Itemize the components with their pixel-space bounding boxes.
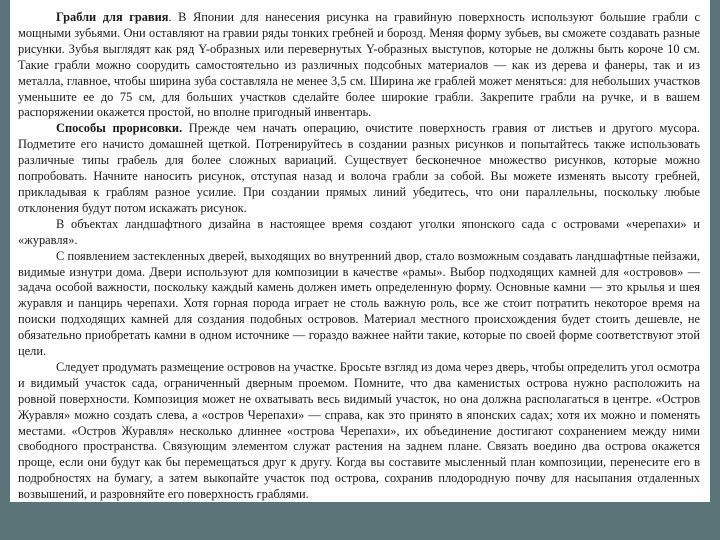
- paragraph-rakes-text: . В Японии для нанесения рисунка на гравийную поверхность используют большие грабли с мощными зубьями. Они оставляют на гравии ряды тонких гребней и борозд. Меняя форму зубьев, вы сможете создавать разные рисунки. Зубья выглядят как ряд Y-образных или перевернутых Y-образных выступов, которые не должны быть короче 10 см. Такие грабли можно соорудить самостоятельно из различных подсобных материалов — как из дерева и фанеры, так и из металла, главное, чтобы ширина зуба составляла не менее 3,5 см. Ширина же граблей может меняться: для небольших участков уменьшите ее до 75 см, для больших участков сделайте более широкие грабли. Закрепите грабли на ручке, и в вашем распоряжении окажется простой, но вполне пригодный инвентарь.: [18, 10, 700, 120]
- paragraph-stone-selection: [18, 249, 700, 360]
- paragraph-stone-selection-text: С появлением застекленных дверей, выходящих во внутренний двор, стало возможным создавать ландшафтные пейзажи, видимые изнутри дома. Двери используют для композиции в качестве «рамы». Выбор подходящих камней для «островов» — задача особой важности, поскольку каждый камень должен иметь определенную форму. Основные камни — это крылья и шея журавля и панцирь черепахи. Хотя горная порода играет не столь важную роль, все же стоит потратить некоторое время на поиски подходящих камней для создания подобных островов. Материал местного происхождения будет стоить дешевле, не обязательно приобретать камни в одном источнике — гораздо важнее найти такие, которые по своей форме соответствуют этой цели.: [18, 248, 700, 359]
- paragraph-drawing-methods-text: Прежде чем начать операцию, очистите поверхность гравия от листьев и другого мусора. Подметите его начисто домашней щеткой. Потренируйтесь в создании разных рисунков и попытайтесь также использовать различные типы грабель для более сложных вариаций. Существует бесконечное множество рисунков, которые можно попробовать. Начните наносить рисунок, отступая назад и волоча грабли за собой. Вы можете изменять высоту гребней, прикладывая к граблям разное усилие. При создании прямых линий убедитесь, что они параллельны, поскольку любые отклонения будут потом искажать рисунок.: [18, 121, 700, 215]
- heading-drawing-methods: Способы прорисовки.: [56, 121, 183, 136]
- page: [10, 0, 710, 502]
- heading-rakes: Грабли для гравия: [56, 10, 169, 24]
- paragraph-islands-intro: [18, 217, 700, 249]
- document-body: [18, 10, 700, 502]
- paragraph-islands-intro-text: В объектах ландшафтного дизайна в настоящее время создают уголки японского сада с островами «черепахи» и «журавля».: [18, 216, 700, 247]
- paragraph-rakes: [18, 10, 700, 121]
- paragraph-drawing-methods: [18, 121, 700, 216]
- paragraph-island-placement: [18, 360, 700, 502]
- paragraph-island-placement-text: Следует продумать размещение островов на участке. Бросьте взгляд из дома через дверь, чтобы определить угол осмотра и видимый участок сада, ограниченный дверным проемом. Помните, что два каменистых острова нужно расположить на ровной поверхности. Композиция может не охватывать весь видимый участок, но она должна располагаться в центре. «Остров Журавля» можно создать слева, а «остров Черепахи» — справа, как это принято в японских садах; хотя их можно и поменять местами. «Остров Журавля» несколько длиннее «острова Черепахи», их объединение достигают сохранением между ними свободного пространства. Связующим элементом служат растения на заднем плане. Связать воедино два острова окажется проще, если они будут как бы перемещаться друг к другу. Когда вы составите мысленный план композиции, перенесите его в подробностях на бумагу, а затем выкопайте участок под острова, сохранив плодородную почву для насыпания отдаленных возвышений, и разровняйте его поверхность граблями.: [18, 359, 700, 502]
